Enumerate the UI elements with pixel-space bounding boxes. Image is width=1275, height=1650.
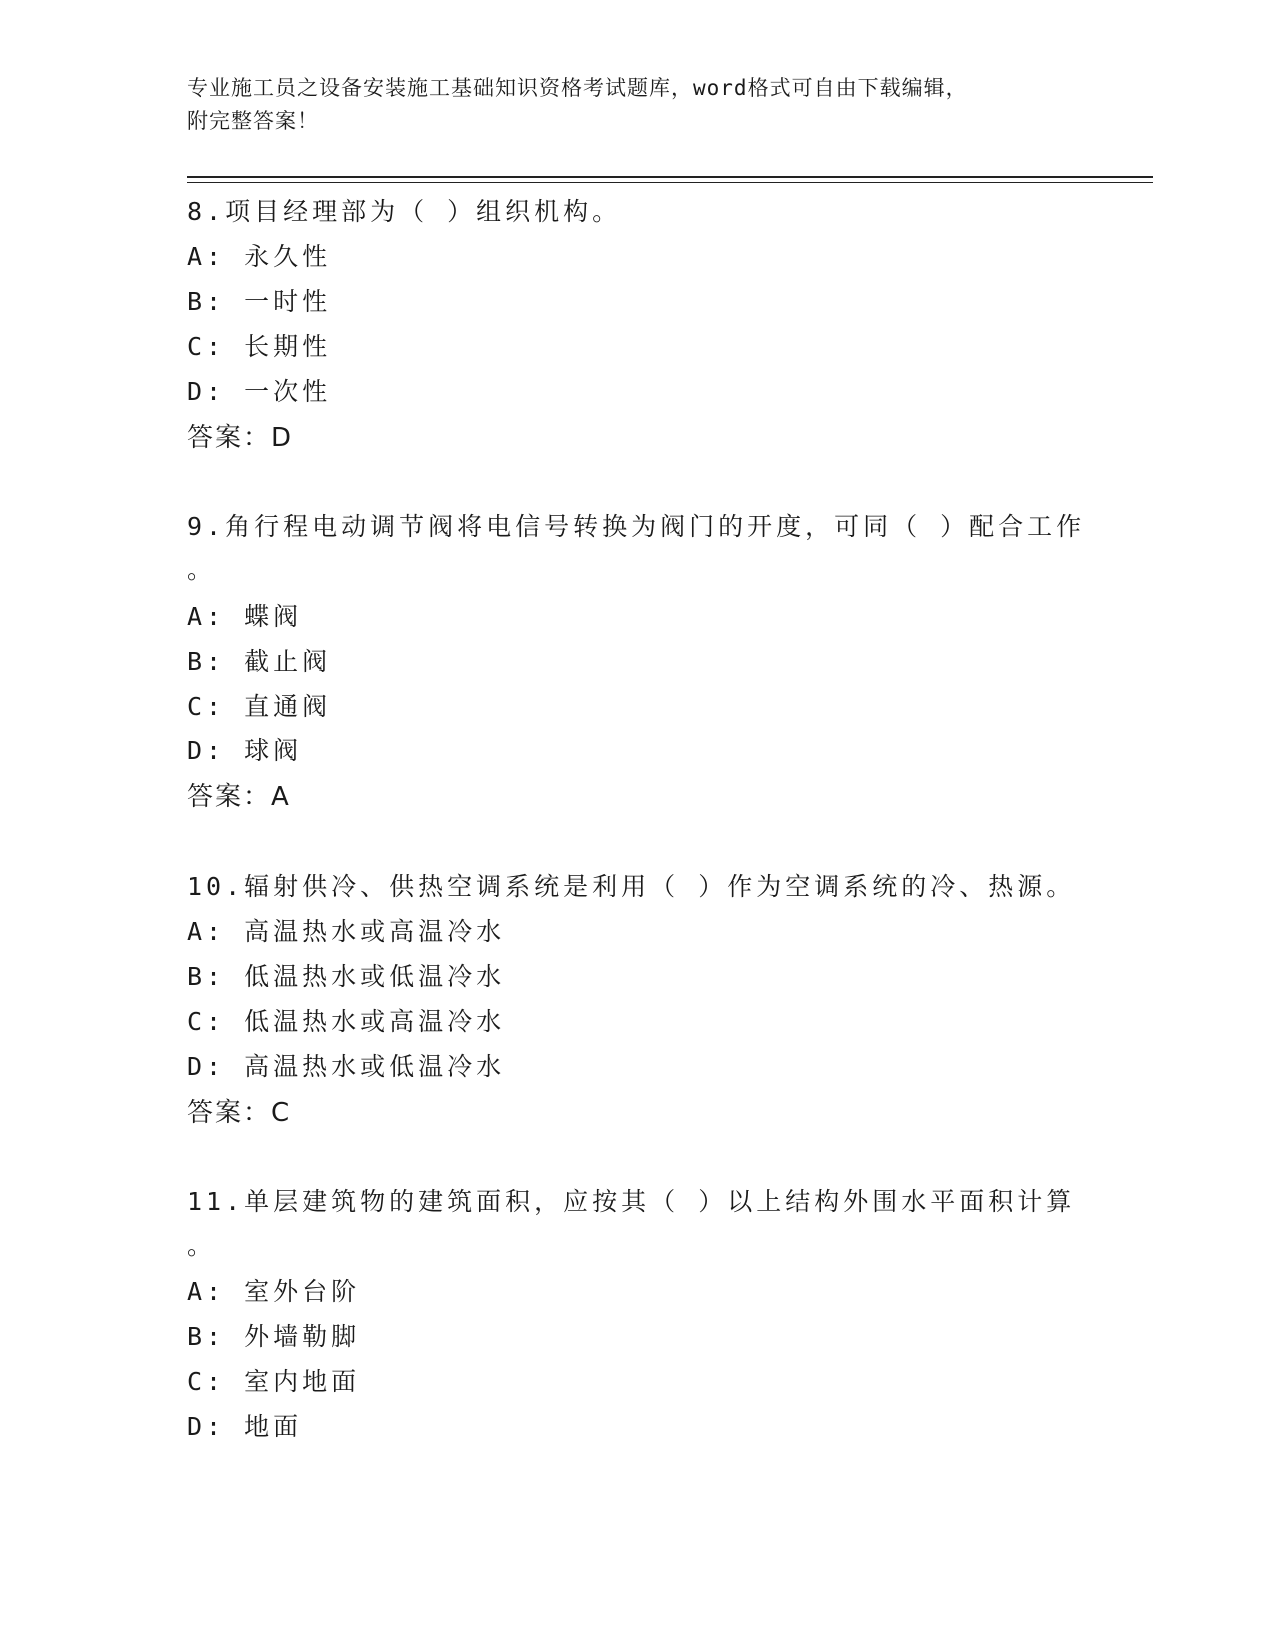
question-10-stem: 10.辐射供冷、供热空调系统是利用（ ）作为空调系统的冷、热源。	[187, 872, 1076, 901]
document-header	[187, 72, 1087, 138]
question-10-option-d: D: 高温热水或低温冷水	[187, 1052, 506, 1081]
question-11-stem-tail: 。	[187, 1231, 217, 1260]
header-divider-thin	[187, 182, 1153, 183]
question-10-option-c: C: 低温热水或高温冷水	[187, 1007, 506, 1036]
question-9-answer: 答案：A	[187, 782, 291, 812]
question-9-stem: 9.角行程电动调节阀将电信号转换为阀门的开度，可同（ ）配合工作	[187, 512, 1086, 541]
question-9-option-a: A: 蝶阀	[187, 602, 303, 631]
question-11-option-d: D: 地面	[187, 1412, 303, 1441]
question-11-stem: 11.单层建筑物的建筑面积，应按其（ ）以上结构外围水平面积计算	[187, 1187, 1076, 1216]
question-9-option-b: B: 截止阀	[187, 647, 332, 676]
question-8-option-b: B: 一时性	[187, 287, 332, 316]
header-line-1: 专业施工员之设备安装施工基础知识资格考试题库，word格式可自由下载编辑，	[187, 76, 968, 100]
question-11-option-b: B: 外墙勒脚	[187, 1322, 361, 1351]
header-divider	[187, 176, 1153, 178]
question-10-answer: 答案：C	[187, 1098, 292, 1128]
question-11-option-c: C: 室内地面	[187, 1367, 361, 1396]
question-9-option-d: D: 球阀	[187, 736, 303, 765]
question-8-option-c: C: 长期性	[187, 332, 332, 361]
question-8-stem: 8.项目经理部为（ ）组织机构。	[187, 197, 622, 226]
question-11-option-a: A: 室外台阶	[187, 1277, 361, 1306]
question-9-stem-tail: 。	[187, 555, 217, 584]
question-8-option-d: D: 一次性	[187, 377, 332, 406]
question-9-option-c: C: 直通阀	[187, 692, 332, 721]
question-8-answer: 答案：D	[187, 423, 294, 453]
question-8-option-a: A: 永久性	[187, 242, 332, 271]
header-line-2: 附完整答案！	[187, 109, 319, 133]
question-10-option-a: A: 高温热水或高温冷水	[187, 917, 506, 946]
question-10-option-b: B: 低温热水或低温冷水	[187, 962, 506, 991]
